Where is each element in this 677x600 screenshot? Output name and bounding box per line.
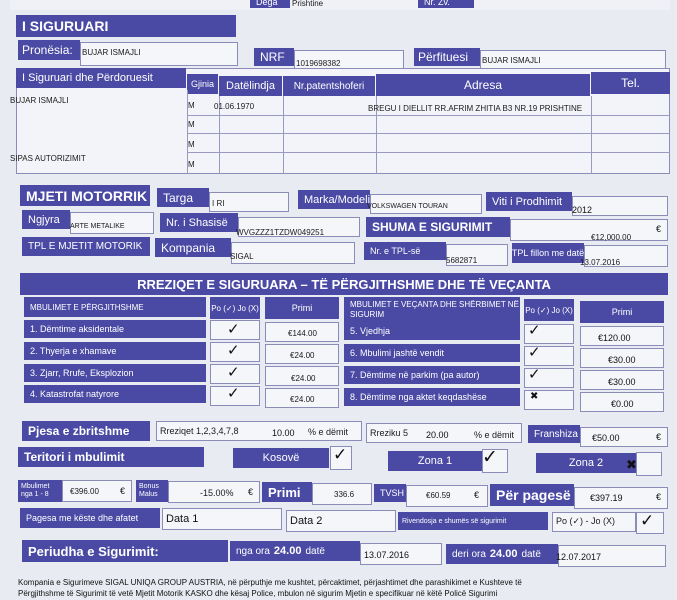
restore-options: Po (✓) - Jo (X) [556,516,616,526]
users-grid-v3 [283,96,284,174]
user-row-1-dob: 01.06.1970 [214,102,255,111]
coverage-value: €396.00 [70,487,99,496]
plate-label: Targa [157,188,209,207]
users-header-gender: Gjinia [187,74,218,94]
chassis-value: WVGZZZ1TZDW049251 [236,228,325,237]
period-from-date: 13.07.2016 [364,550,410,560]
users-header-dob: Datëlindja [219,76,282,96]
color-value: ARTE METALIKE [70,223,125,230]
franchise-value: €50.00 [592,433,620,443]
risk-row-8-premium: €0.00 [611,399,634,409]
vat-label: TVSH [374,484,406,502]
total-currency: € [656,492,662,502]
tpl-no-label: Nr. e TPL-së [364,242,446,260]
users-header-address: Adresa [376,74,590,96]
users-header-tel: Tel. [591,72,670,94]
total-label: Për pagesë [490,484,574,506]
year-value: 2012 [572,205,593,215]
risk-row-5-label: 5. Vjedhja [344,322,520,340]
general-yesno-header: Po (✓) Jo (X) [210,297,260,319]
owner-label: Pronësia: [18,40,80,60]
users-header-name: I Siguruari dhe Përdoruesit [16,68,186,88]
period-from-bar [230,541,360,561]
vat-value: €60.59 [426,491,451,500]
sum-currency: € [656,224,662,234]
deductible-label: Pjesa e zbritshme [22,421,150,441]
risk-row-6-check-icon: ✓ [528,343,541,361]
data1-label: Data 1 [166,513,199,525]
bonus-currency: € [248,487,254,497]
period-to-suffix: datë [521,548,541,560]
deductible-r5-value: 20.00 [426,430,449,440]
vat-currency: € [474,490,480,500]
beneficiary-value: BUJAR ISMAJLI [482,56,541,65]
risk-row-3-label: 3. Zjarr, Rrufe, Eksplozion [24,364,206,382]
period-to-prefix: deri ora [452,548,486,560]
nrf-value: 1019698382 [296,59,341,68]
deductible-risks-unit: % e dëmit [308,427,349,437]
premium-label: Primi [262,482,312,502]
risk-row-4-check-icon: ✓ [227,384,240,402]
franchise-currency: € [656,432,662,442]
risk-row-7-check-icon: ✓ [528,365,541,383]
period-from-time: 24.00 [273,545,302,557]
user-row-1-gender: M [188,101,195,110]
users-header-license: Nr.patentshoferi [283,76,375,96]
general-premium-header: Primi [265,297,339,319]
user-row-4-name: SIPAS AUTORIZIMIT [10,154,86,163]
bonus-value: -15.00% [200,488,234,498]
risk-row-7-label: 7. Dëmtime në parkim (pa autor) [344,366,520,384]
color-label: Ngjyra [22,210,70,229]
total-value: €397.19 [590,493,623,503]
kosovo-check-icon: ✓ [333,445,348,465]
tpl-label: TPL E MJETIT MOTORIK [22,237,150,256]
nr-label: Nr. Zv. [418,0,474,8]
period-to-time: 24.00 [489,548,518,560]
insured-section-title: I SIGURUARI [16,15,236,37]
make-label: Marka/Modeli [298,190,370,209]
installments-label: Pagesa me këste dhe afatet [20,508,160,528]
zone1-check-icon: ✓ [482,446,498,468]
chassis-label: Nr. i Shasisë [160,213,238,232]
period-from-suffix: datë [305,545,325,557]
bonus-label: Bonus Malus [136,480,168,502]
user-row-2-gender: M [188,120,195,129]
deductible-r5-unit: % e dëmit [474,430,515,440]
general-header: MBULIMET E PËRGJITHSHME [24,297,206,317]
user-row-1-name: BUJAR ISMAJLI [10,96,69,105]
top-strip [10,0,670,10]
users-grid-h2 [187,133,670,134]
special-header: MBULIMET E VEÇANTA DHE SHËRBIMET NË SIGURIM [344,297,520,323]
kosovo-label: Kosovë [233,448,329,468]
plate-value: I RI [212,199,225,208]
sum-field [510,219,668,241]
owner-value: BUJAR ISMAJLI [82,48,141,57]
risk-row-8-cross-icon: ✖ [530,391,539,402]
tpl-start-label: TPL fillon me datë [512,243,584,263]
risk-row-5-check-icon: ✓ [528,321,541,339]
footer-line-2: Përgjithshme të Sigurimit të vetë Mjetit Motorik KASKO dhe kësaj Police, mbulon në sigurim Mjetin e specifikuar në këtë Policë Sigurimi [18,589,498,598]
risk-row-8-label: 8. Dëmtime nga aktet keqdashëse [344,388,520,406]
sum-value: €12,000.00 [591,233,632,242]
period-to-bar [446,544,558,564]
zone2-cross-icon: ✖ [626,458,637,473]
risk-row-4-premium: €24.00 [290,395,315,404]
zone2-label: Zona 2 [536,453,636,473]
tpl-start-value: 13.07.2016 [580,258,621,267]
dega-value: Prishtine [292,0,324,8]
premium-value: 336.6 [334,490,355,499]
tpl-no-value: 5682871 [446,256,478,265]
period-from-prefix: nga ora [236,545,270,557]
risk-row-2-check-icon: ✓ [227,341,240,359]
special-premium-header: Primi [580,301,664,323]
special-yesno-header: Po (✓) Jo (X) [524,299,574,321]
risk-row-2-label: 2. Thyerja e xhamave [24,342,206,360]
user-row-1-address: BREGU I DIELLIT RR.AFRIM ZHITIA B3 NR.19 PRISHTINE [368,104,583,113]
period-label: Periudha e Sigurimit: [22,540,228,562]
users-grid-v5 [591,96,592,174]
franchise-label: Franshiza [528,425,580,443]
user-row-3-gender: M [188,140,195,149]
territory-label: Teritori i mbulimit [18,447,204,467]
users-grid-h1 [187,115,670,116]
risk-row-3-check-icon: ✓ [227,363,240,381]
year-label: Viti i Prodhimit [486,192,572,211]
zone1-label: Zona 1 [388,451,482,471]
data2-label: Data 2 [290,515,323,527]
risk-row-1-label: 1. Dëmtime aksidentale [24,320,206,338]
beneficiary-label: Përfituesi [414,48,480,66]
company-label: Kompania [155,238,231,257]
deductible-r5-label: Rreziku 5 [370,428,409,438]
risk-row-6-premium: €30.00 [608,355,636,365]
sum-label: SHUMA E SIGURIMIT [366,217,510,237]
risk-row-7-premium: €30.00 [608,377,636,387]
restore-check-icon: ✓ [640,511,655,531]
risk-row-1-premium: €144.00 [288,329,317,338]
risk-row-1-check-icon: ✓ [227,320,240,338]
company-value: SIGAL [230,252,254,261]
nrf-label: NRF [254,48,294,66]
user-row-4-gender: M [188,160,195,169]
risk-row-4-label: 4. Katastrofat natyrore [24,385,206,403]
deductible-risks-value: 10.00 [272,428,295,438]
vehicle-section-title: MJETI MOTORRIK [20,185,150,206]
deductible-risks-label: Rreziqet 1,2,3,4,7,8 [160,426,239,436]
zone2-mark-box [636,452,662,476]
footer-line-1: Kompania e Sigurimeve SIGAL UNIQA GROUP AUSTRIA, në përputhje me kushtet, përcaktimet, përjashtimet dhe parashikimet e Kushteve të [18,578,522,587]
risk-row-6-label: 6. Mbulimi jashtë vendit [344,344,520,362]
risk-row-2-premium: €24.00 [290,351,315,360]
coverage-label: Mbulimet nga 1 - 8 [18,480,62,502]
restore-label: Rivendosja e shumës së sigurimit [398,512,548,530]
period-to-date: 12.07.2017 [556,552,602,562]
users-grid-h3 [187,152,670,153]
dega-label: Dega [250,0,290,8]
risk-row-3-premium: €24.00 [291,374,316,383]
risks-title: RREZIQET E SIGURUARA – TË PËRGJITHSHME DHE TË VEÇANTA [20,273,668,295]
coverage-currency: € [120,486,126,496]
risk-row-5-premium: €120.00 [598,333,631,343]
make-value: VOLKSWAGEN TOURAN [367,203,448,210]
